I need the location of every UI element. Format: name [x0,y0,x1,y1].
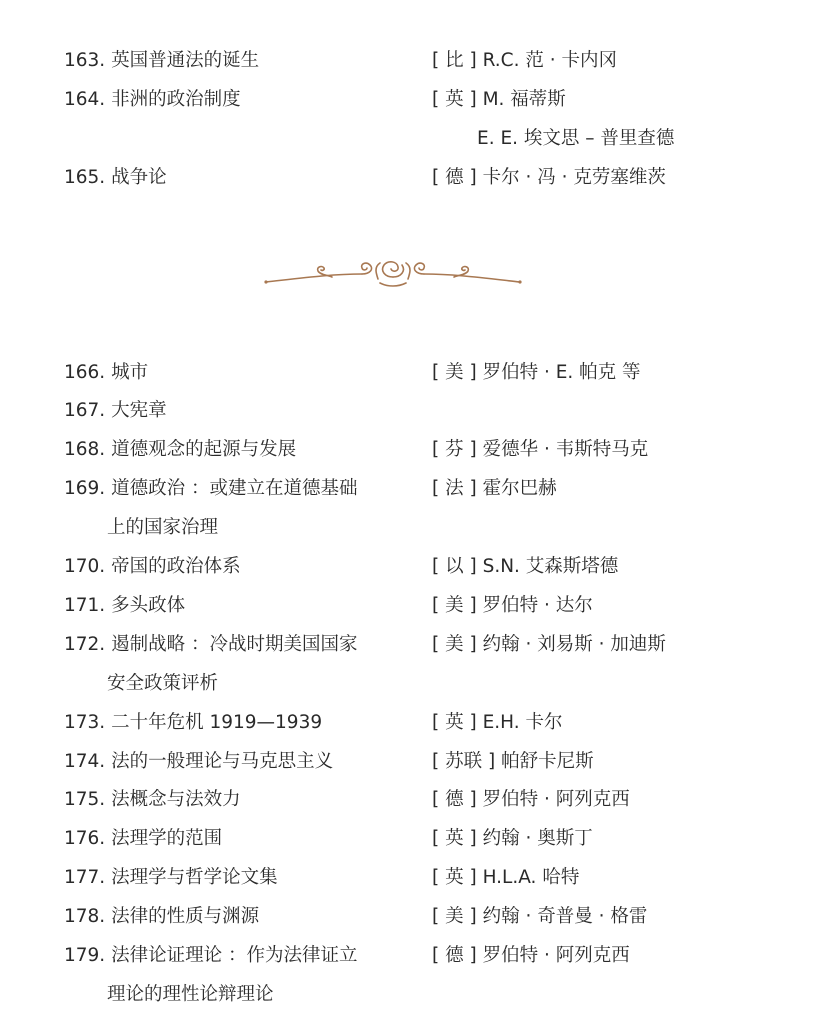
book-author: [ 英 ] M. 福蒂斯 [432,89,566,110]
book-title: 165. 战争论 [64,167,167,188]
book-title: 172. 遏制战略 ：冷战时期美国国家 [64,634,358,655]
book-title-continuation: 安全政策评析 [107,673,219,694]
book-author: [ 芬 ] 爱德华 · 韦斯特马克 [432,439,649,460]
book-author: [ 英 ] 约翰 · 奥斯丁 [432,828,593,849]
scroll-ornament-icon [262,255,524,289]
book-title: 179. 法律论证理论 ：作为法律证立 [64,945,358,966]
book-title: 174. 法的一般理论与马克思主义 [64,751,334,772]
book-author: [ 美 ] 罗伯特 · 达尔 [432,595,593,616]
book-title: 167. 大宪章 [64,400,167,421]
book-author: [ 英 ] H.L.A. 哈特 [432,867,580,888]
book-title: 168. 道德观念的起源与发展 [64,439,297,460]
book-title-continuation: 上的国家治理 [107,517,219,538]
book-title: 173. 二十年危机 1919—1939 [64,712,323,733]
book-title: 175. 法概念与法效力 [64,789,241,810]
book-author: [ 德 ] 罗伯特 · 阿列克西 [432,789,630,810]
book-title: 163. 英国普通法的诞生 [64,50,260,71]
book-title-continuation: 理论的理性论辩理论 [107,984,274,1005]
book-author: [ 以 ] S.N. 艾森斯塔德 [432,556,619,577]
book-title: 178. 法律的性质与渊源 [64,906,260,927]
book-author: [ 法 ] 霍尔巴赫 [432,478,557,499]
book-author: [ 美 ] 罗伯特 · E. 帕克 等 [432,362,641,383]
book-title: 164. 非洲的政治制度 [64,89,241,110]
book-title: 171. 多头政体 [64,595,186,616]
book-title: 166. 城市 [64,362,149,383]
book-author: [ 德 ] 罗伯特 · 阿列克西 [432,945,630,966]
book-author: [ 苏联 ] 帕舒卡尼斯 [432,751,594,772]
book-author: [ 比 ] R.C. 范 · 卡内冈 [432,50,617,71]
book-author: [ 美 ] 约翰 · 刘易斯 · 加迪斯 [432,634,666,655]
book-author: [ 美 ] 约翰 · 奇普曼 · 格雷 [432,906,648,927]
book-author-continuation: E. E. 埃文思 – 普里查德 [477,128,675,149]
book-author: [ 英 ] E.H. 卡尔 [432,712,563,733]
book-title: 176. 法理学的范围 [64,828,223,849]
book-title: 169. 道德政治 ：或建立在道德基础 [64,478,358,499]
book-author: [ 德 ] 卡尔 · 冯 · 克劳塞维茨 [432,167,666,188]
book-title: 177. 法理学与哲学论文集 [64,867,278,888]
book-title: 170. 帝国的政治体系 [64,556,241,577]
